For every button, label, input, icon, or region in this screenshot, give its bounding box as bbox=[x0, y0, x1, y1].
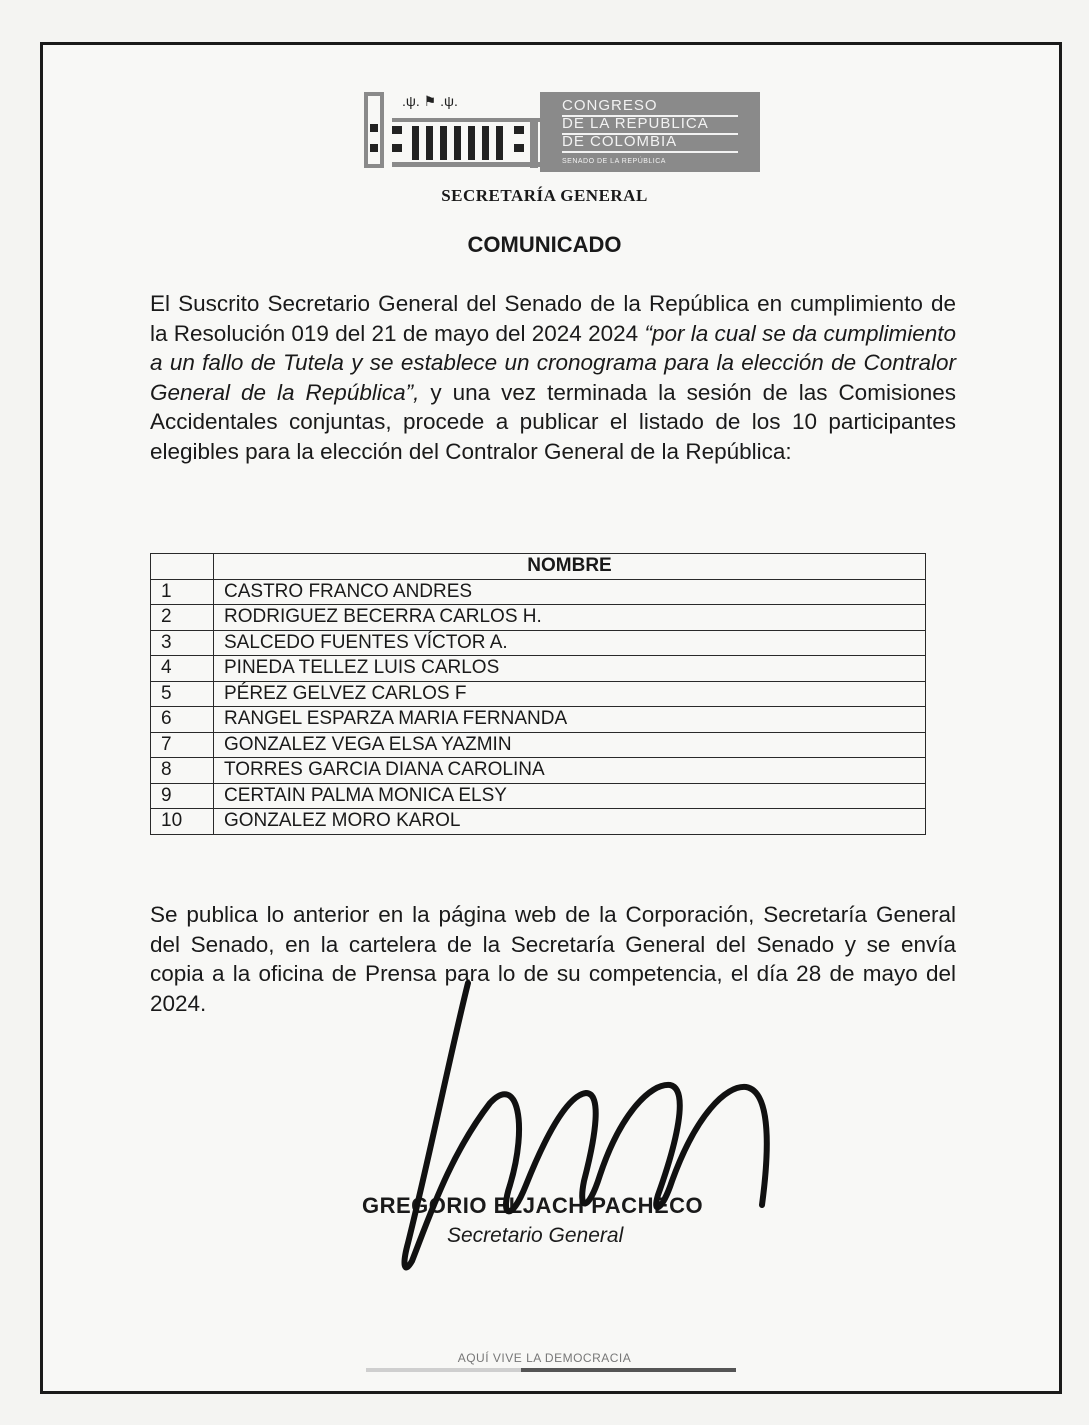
document-title: COMUNICADO bbox=[467, 232, 622, 257]
row-number: 5 bbox=[151, 681, 214, 707]
table-row bbox=[151, 783, 926, 809]
row-number: 1 bbox=[151, 579, 214, 605]
table-header-row bbox=[151, 554, 926, 580]
table-row bbox=[151, 809, 926, 835]
row-number: 4 bbox=[151, 656, 214, 682]
table-row bbox=[151, 681, 926, 707]
table-row bbox=[151, 707, 926, 733]
logo-line-senado: SENADO DE LA REPÚBLICA bbox=[562, 158, 666, 165]
table-row bbox=[151, 630, 926, 656]
capitol-building-icon bbox=[362, 88, 540, 174]
footer-motto: AQUÍ VIVE LA DEMOCRACIA bbox=[457, 1351, 632, 1365]
intro-text: El Suscrito Secretario General del Senado de la República en cumplimiento de la Resolución 019 del 21 de mayo del 2024 2024 bbox=[150, 291, 956, 346]
row-name: GONZALEZ MORO KAROL bbox=[214, 809, 926, 835]
intro-paragraph bbox=[150, 289, 956, 466]
table-header-name: NOMBRE bbox=[214, 554, 926, 580]
row-number: 7 bbox=[151, 732, 214, 758]
row-number: 8 bbox=[151, 758, 214, 784]
department-heading: SECRETARÍA GENERAL bbox=[441, 186, 648, 205]
footer-bar-light bbox=[366, 1368, 521, 1372]
logo-line-republica: DE LA REPÚBLICA bbox=[562, 115, 709, 132]
row-name: PÉREZ GELVEZ CARLOS F bbox=[214, 681, 926, 707]
row-name: SALCEDO FUENTES VÍCTOR A. bbox=[214, 630, 926, 656]
row-name: RODRIGUEZ BECERRA CARLOS H. bbox=[214, 605, 926, 631]
participants-table bbox=[150, 553, 926, 835]
signer-name: GREGORIO ELJACH PACHECO bbox=[362, 1193, 704, 1218]
resolution-quote: “por la cual se da cumplimiento a un fallo de Tutela y se establece un cronograma para la elección de Contralor General de la República”, bbox=[150, 320, 956, 405]
table-row bbox=[151, 579, 926, 605]
row-name: GONZALEZ VEGA ELSA YAZMIN bbox=[214, 732, 926, 758]
table-row bbox=[151, 656, 926, 682]
row-name: CERTAIN PALMA MONICA ELSY bbox=[214, 783, 926, 809]
handwritten-signature-icon bbox=[390, 975, 810, 1285]
row-name: PINEDA TELLEZ LUIS CARLOS bbox=[214, 656, 926, 682]
logo-line-colombia: DE COLOMBIA bbox=[562, 133, 678, 150]
intro-text-end: y una vez terminada la sesión de las Comisiones Accidentales conjuntas, procede a publicar el listado de los 10 participantes elegibles para la elección del Contralor General de la República: bbox=[150, 379, 956, 464]
signer-role: Secretario General bbox=[447, 1224, 624, 1247]
row-number: 10 bbox=[151, 809, 214, 835]
row-number: 3 bbox=[151, 630, 214, 656]
row-number: 9 bbox=[151, 783, 214, 809]
table-row bbox=[151, 732, 926, 758]
row-number: 2 bbox=[151, 605, 214, 631]
svg-text:.ψ. ⚑ .ψ.: .ψ. ⚑ .ψ. bbox=[402, 93, 458, 109]
table-row bbox=[151, 758, 926, 784]
congress-logo bbox=[362, 88, 762, 174]
row-number: 6 bbox=[151, 707, 214, 733]
table-row bbox=[151, 605, 926, 631]
row-name: RANGEL ESPARZA MARIA FERNANDA bbox=[214, 707, 926, 733]
row-name: CASTRO FRANCO ANDRES bbox=[214, 579, 926, 605]
row-name: TORRES GARCIA DIANA CAROLINA bbox=[214, 758, 926, 784]
closing-paragraph: Se publica lo anterior en la página web de la Corporación, Secretaría General del Senado, en la cartelera de la Secretaría General del Senado y se envía copia a la oficina de Prensa para lo de su competencia, el día 28 de mayo del 2024. bbox=[150, 902, 956, 1016]
table-header-number bbox=[151, 554, 214, 580]
logo-line-congreso: CONGRESO bbox=[562, 97, 658, 114]
footer-bar-dark bbox=[521, 1368, 736, 1372]
logo-text-block bbox=[540, 92, 760, 172]
